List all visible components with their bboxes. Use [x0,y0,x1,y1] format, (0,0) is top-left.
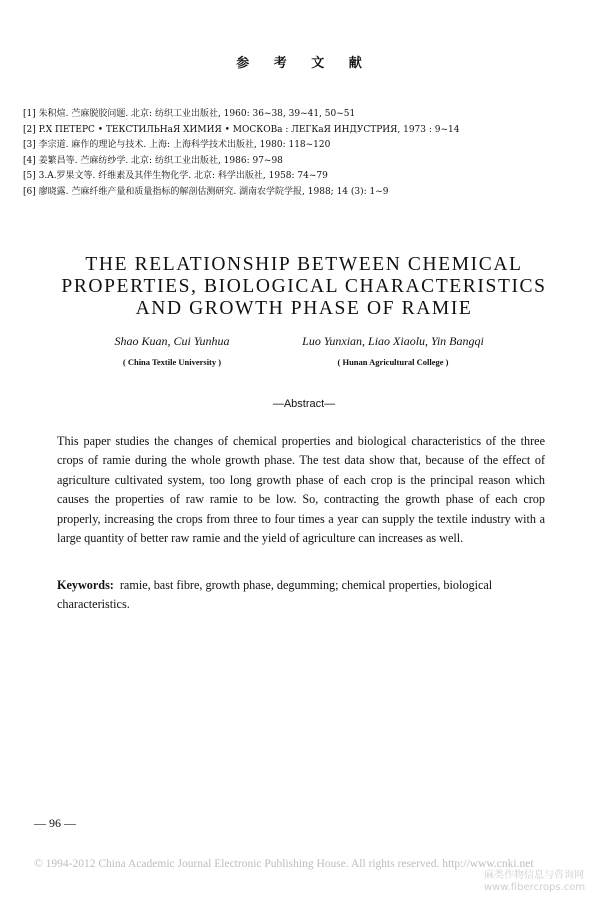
reference-list [23,107,593,201]
title-line: AND GROWTH PHASE OF RAMIE [135,298,473,319]
author-names: Shao Kuan, Cui Yunhua [114,334,230,348]
reference-item: [6] 廖晓露. 苎麻纤维产量和质量指标的解剖估测研究. 湖南农学院学报, 1988; 14 (3): 1~9 [23,186,389,197]
site-watermark [484,870,585,894]
author-affiliation: ( China Textile University ) [122,357,222,367]
reference-item: [5] 3.A.罗果文等. 纤维素及其伴生物化学. 北京: 科学出版社, 1958: 74~79 [23,171,328,182]
page-number: — 96 — [34,816,76,830]
copyright-footer: © 1994-2012 China Academic Journal Electronic Publishing House. All rights reserved. http://www.cnki.net [34,858,534,870]
paper-title [0,254,608,320]
reference-item: [2] P.X ПЕТЕРС • ТЕКСТИЛЬНаЯ ХИМИЯ • МОСКОВа : ЛЕГКаЯ ИНДУСТРИЯ, 1973 : 9~14 [23,124,460,135]
keywords-label: Keywords: [57,578,114,592]
author-names: Luo Yunxian, Liao Xiaolu, Yin Bangqi [302,334,484,348]
abstract-heading: —Abstract— [272,398,336,410]
watermark-line: www.fibercrops.com [484,882,586,893]
keywords-text: ramie, bast fibre, growth phase, degumming; chemical properties, biological characteristics. [57,578,493,612]
references-heading: 参 考 文 献 [236,56,372,71]
watermark-line: 麻类作物信息与咨询网 [484,870,584,881]
abstract-paragraph: This paper studies the changes of chemical properties and biological characteristics of the three crops of ramie during the whole growth phase. The test data show that, because of the effect of agriculture cultivated system, too long growth phase of each crop is the principal reason which causes the properties of raw ramie to be low. So, contracting the growth phase of each crop properly, increasing the crops from three to four times a year can supply the textile industry with a large quantity of better raw ramie and the yield of agriculture can increases as well. [57,434,545,546]
title-line: PROPERTIES, BIOLOGICAL CHARACTERISTICS [61,276,547,297]
reference-item: [3] 李宗道. 麻作的理论与技术. 上海: 上海科学技术出版社, 1980: 118~120 [23,140,331,151]
author-affiliation: ( Hunan Agricultural College ) [337,357,449,367]
reference-item: [1] 朱积煊. 苎麻脱胶问题. 北京: 纺织工业出版社, 1960: 36~38, 39~41, 50~51 [23,109,356,119]
title-line: THE RELATIONSHIP BETWEEN CHEMICAL [85,254,523,275]
reference-item: [4] 姜繁昌等. 苎麻纺纱学. 北京: 纺织工业出版社, 1986: 97~98 [23,155,283,166]
keywords-paragraph [57,576,545,615]
author-block [0,333,608,373]
author-group [280,333,506,369]
author-group [92,333,252,369]
